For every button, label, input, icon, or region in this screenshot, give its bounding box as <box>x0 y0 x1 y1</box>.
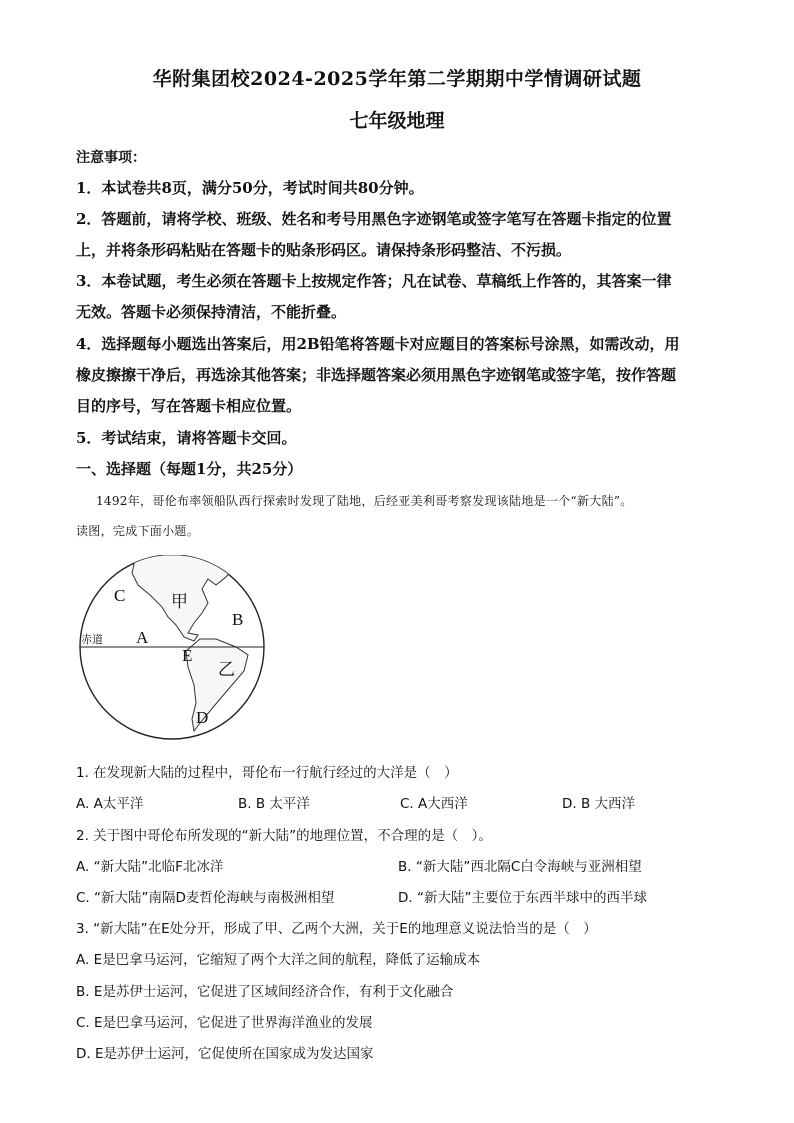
question-stem: 3. “新大陆”在E处分开，形成了甲、乙两个大洲，关于E的地理意义说法恰当的是（ ） <box>76 921 597 937</box>
option-c[interactable]: C. A大西洋 <box>400 796 468 812</box>
notice-item: 无效。答题卡必须保持清洁，不能折叠。 <box>76 303 347 321</box>
option-d[interactable]: D. B 大西洋 <box>562 796 636 812</box>
globe-map <box>76 555 276 745</box>
notice-item: 4．选择题每小题选出答案后，用2B铅笔将答题卡对应题目的答案标号涂黑，如需改动，用 <box>76 335 680 353</box>
notice-item: 1．本试卷共8页，满分50分，考试时间共80分钟。 <box>76 179 424 197</box>
option-c[interactable]: C. “新大陆”南隔D麦哲伦海峡与南极洲相望 <box>76 890 335 906</box>
label-jia: 甲 <box>171 592 188 611</box>
option-b[interactable]: B. E是苏伊士运河，它促进了区域间经济合作，有利于文化融合 <box>76 984 454 1000</box>
notice-item: 橡皮擦擦干净后，再选涂其他答案；非选择题答案必须用黑色字迹钢笔或签字笔，按作答题 <box>76 366 677 384</box>
notice-heading: 注意事项： <box>76 150 146 166</box>
option-c[interactable]: C. E是巴拿马运河，它促进了世界海洋渔业的发展 <box>76 1015 373 1031</box>
option-a[interactable]: A. A太平洋 <box>76 796 144 812</box>
label-b: B <box>232 610 244 629</box>
intro-text: 读图，完成下面小题。 <box>76 524 200 538</box>
option-d[interactable]: D. E是苏伊士运河，它促使所在国家成为发达国家 <box>76 1046 374 1062</box>
question-stem: 1. 在发现新大陆的过程中，哥伦布一行航行经过的大洋是（ ） <box>76 765 458 781</box>
label-d: D <box>196 708 209 727</box>
notice-item: 3．本卷试题，考生必须在答题卡上按规定作答；凡在试卷、草稿纸上作答的，其答案一律 <box>76 272 672 290</box>
option-b[interactable]: B. B 太平洋 <box>238 796 310 812</box>
option-d[interactable]: D. “新大陆”主要位于东西半球中的西半球 <box>398 890 647 906</box>
label-e: E <box>182 646 193 665</box>
equator-label: 赤道 <box>81 634 103 646</box>
subject-title: 七年级地理 <box>349 110 445 132</box>
intro-text: 1492年，哥伦布率领船队西行探索时发现了陆地，后经亚美利哥考察发现该陆地是一个“新大陆”。 <box>96 494 633 508</box>
exam-title: 华附集团校2024-2025学年第二学期期中学情调研试题 <box>152 68 642 90</box>
notice-item: 2．答题前，请将学校、班级、姓名和考号用黑色字迹钢笔或签字笔写在答题卡指定的位置 <box>76 210 672 228</box>
label-c: C <box>114 586 126 605</box>
option-a[interactable]: A. “新大陆”北临F北冰洋 <box>76 859 224 875</box>
notice-item: 目的序号，写在答题卡相应位置。 <box>76 397 302 415</box>
label-yi: 乙 <box>218 660 235 679</box>
option-a[interactable]: A. E是巴拿马运河，它缩短了两个大洋之间的航程，降低了运输成本 <box>76 952 481 968</box>
label-a: A <box>136 628 149 647</box>
section-heading: 一、选择题（每题1分，共25分） <box>76 460 303 478</box>
option-b[interactable]: B. “新大陆”西北隔C白令海峡与亚洲相望 <box>398 859 642 875</box>
question-stem: 2. 关于图中哥伦布所发现的“新大陆”的地理位置，不合理的是（ ）。 <box>76 828 492 844</box>
notice-item: 5．考试结束，请将答题卡交回。 <box>76 429 297 447</box>
notice-item: 上，并将条形码粘贴在答题卡的贴条形码区。请保持条形码整洁、不污损。 <box>76 241 572 259</box>
